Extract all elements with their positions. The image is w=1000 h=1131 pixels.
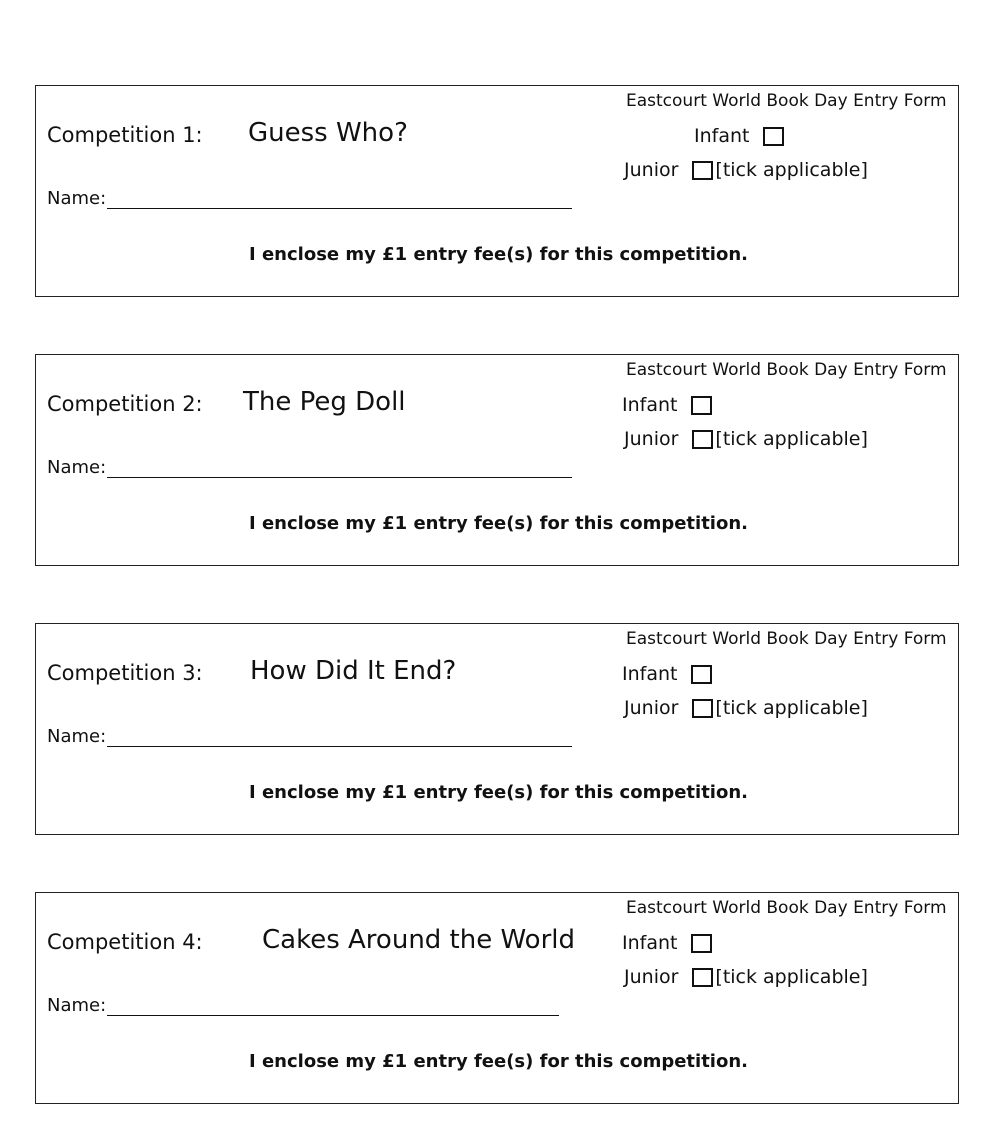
name-input-line[interactable]	[107, 457, 572, 478]
junior-label: Junior	[624, 428, 679, 450]
name-field[interactable]	[47, 457, 572, 478]
junior-option[interactable]	[624, 428, 868, 450]
tick-hint: [tick applicable]	[715, 159, 868, 181]
entry-form-3	[35, 623, 959, 835]
form-header: Eastcourt World Book Day Entry Form	[626, 898, 947, 918]
infant-option[interactable]	[694, 125, 784, 147]
name-field[interactable]	[47, 188, 572, 209]
name-input-line[interactable]	[107, 726, 572, 747]
competition-label: Competition 1:	[47, 123, 203, 147]
entry-form-1	[35, 85, 959, 297]
competition-title: Guess Who?	[248, 118, 408, 148]
name-label: Name:	[47, 188, 107, 209]
name-label: Name:	[47, 726, 107, 747]
infant-option[interactable]	[622, 394, 712, 416]
name-label: Name:	[47, 995, 107, 1016]
competition-title: Cakes Around the World	[262, 925, 576, 955]
junior-option[interactable]	[624, 966, 868, 988]
fee-statement: I enclose my £1 entry fee(s) for this competition.	[249, 513, 748, 534]
junior-option[interactable]	[624, 159, 868, 181]
infant-label: Infant	[622, 932, 678, 954]
tick-hint: [tick applicable]	[715, 966, 868, 988]
name-field[interactable]	[47, 995, 559, 1016]
name-field[interactable]	[47, 726, 572, 747]
junior-option[interactable]	[624, 697, 868, 719]
infant-checkbox[interactable]	[691, 396, 712, 415]
competition-label: Competition 3:	[47, 661, 203, 685]
junior-label: Junior	[624, 159, 679, 181]
fee-statement: I enclose my £1 entry fee(s) for this competition.	[249, 244, 748, 265]
form-header: Eastcourt World Book Day Entry Form	[626, 91, 947, 111]
tick-hint: [tick applicable]	[715, 428, 868, 450]
name-label: Name:	[47, 457, 107, 478]
infant-option[interactable]	[622, 663, 712, 685]
infant-label: Infant	[622, 663, 678, 685]
competition-title: The Peg Doll	[243, 387, 406, 417]
form-header: Eastcourt World Book Day Entry Form	[626, 629, 947, 649]
junior-label: Junior	[624, 966, 679, 988]
infant-checkbox[interactable]	[691, 934, 712, 953]
name-input-line[interactable]	[107, 188, 572, 209]
fee-statement: I enclose my £1 entry fee(s) for this competition.	[249, 782, 748, 803]
junior-checkbox[interactable]	[692, 161, 713, 180]
competition-label: Competition 2:	[47, 392, 203, 416]
competition-label: Competition 4:	[47, 930, 203, 954]
junior-checkbox[interactable]	[692, 699, 713, 718]
entry-form-2	[35, 354, 959, 566]
infant-label: Infant	[694, 125, 750, 147]
infant-checkbox[interactable]	[763, 127, 784, 146]
junior-checkbox[interactable]	[692, 968, 713, 987]
name-input-line[interactable]	[107, 995, 559, 1016]
competition-title: How Did It End?	[250, 656, 457, 686]
junior-checkbox[interactable]	[692, 430, 713, 449]
junior-label: Junior	[624, 697, 679, 719]
form-header: Eastcourt World Book Day Entry Form	[626, 360, 947, 380]
tick-hint: [tick applicable]	[715, 697, 868, 719]
infant-checkbox[interactable]	[691, 665, 712, 684]
infant-option[interactable]	[622, 932, 712, 954]
infant-label: Infant	[622, 394, 678, 416]
fee-statement: I enclose my £1 entry fee(s) for this competition.	[249, 1051, 748, 1072]
entry-form-4	[35, 892, 959, 1104]
